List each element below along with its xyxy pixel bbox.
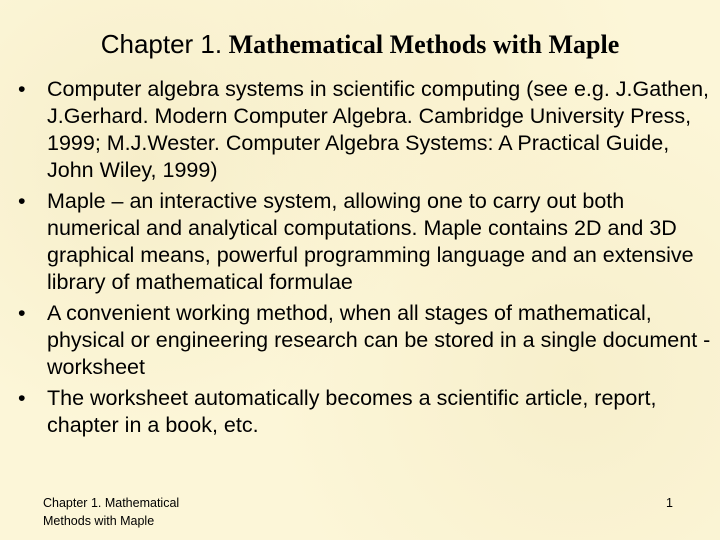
slide-title (0, 26, 720, 63)
bullet-marker: • (18, 77, 26, 101)
bullet-list (18, 76, 718, 443)
bullet-text: The worksheet automatically becomes a scientific article, report, chapter in a book, etc. (47, 386, 657, 437)
bullet-text: Maple – an interactive system, allowing one to carry out both numerical and analytical computations. Maple contains 2D and 3D graphical means, powerful programming language and an extensive library of mathematical formulae (47, 189, 694, 294)
bullet-item (18, 76, 718, 184)
title-prefix: Chapter 1. (100, 29, 223, 59)
bullet-text: Computer algebra systems in scientific computing (see e.g. J.Gathen, J.Gerhard. Modern Computer Algebra. Cambridge University Press, 1999; M.J.Wester. Computer Algebra Systems: A Practical Guide, John Wiley, 1999) (47, 77, 710, 182)
bullet-item (18, 300, 718, 381)
bullet-marker: • (18, 189, 26, 213)
bullet-marker: • (18, 301, 26, 325)
bullet-text: A convenient working method, when all stages of mathematical, physical or engineering research can be stored in a single document - worksheet (47, 301, 711, 379)
bullet-marker: • (18, 386, 26, 410)
footer-chapter-label: Chapter 1. Mathematical Methods with Maple (43, 496, 180, 528)
title-main: Mathematical Methods with Maple (228, 30, 620, 59)
bullet-item (18, 188, 718, 296)
bullet-item (18, 385, 718, 439)
page-number: 1 (666, 496, 673, 510)
